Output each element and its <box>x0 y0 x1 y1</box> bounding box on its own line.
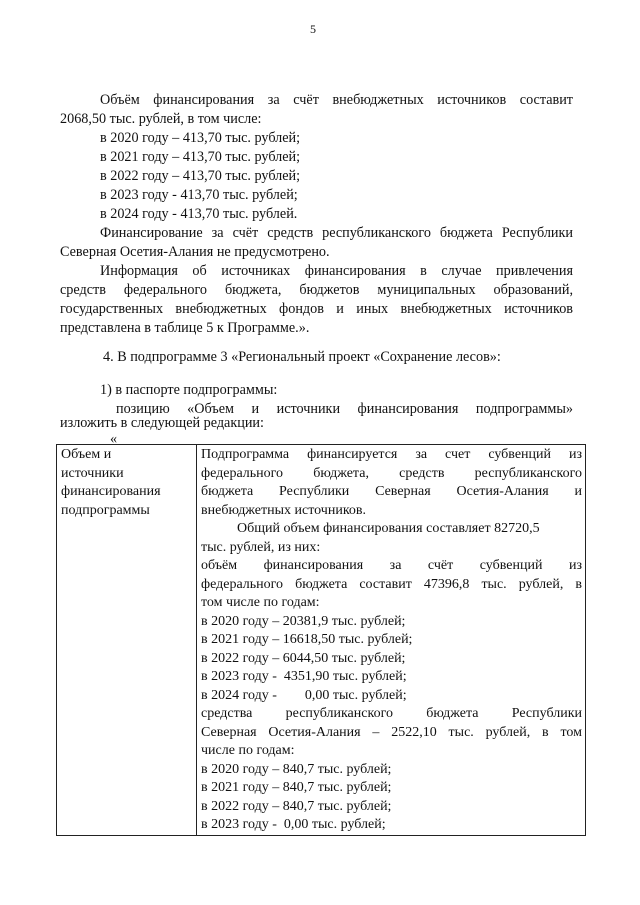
federal-volume-line: том числе по годам: <box>201 595 320 610</box>
subsidy-text-line: бюджета Республики Северная Осетия-Алания и <box>201 484 582 499</box>
federal-year-line: в 2024 году - 0,00 тыс. рублей; <box>201 687 407 703</box>
left-cell-line: подпрограммы <box>61 502 150 518</box>
republic-line-1: Финансирование за счёт средств республиканского бюджета Республики <box>100 225 573 241</box>
table-row <box>57 445 586 836</box>
table-left-cell <box>57 445 197 836</box>
republic-line-2: Северная Осетия-Алания не предусмотрено. <box>60 244 330 260</box>
republic-volume-line: числе по годам: <box>201 743 295 758</box>
left-cell-line: источники <box>61 465 124 481</box>
page-number: 5 <box>310 22 316 36</box>
info-line-4: представлена в таблице 5 к Программе.». <box>60 320 310 336</box>
federal-year-line: в 2020 году – 20381,9 тыс. рублей; <box>201 613 406 629</box>
intro-year-2024: в 2024 году - 413,70 тыс. рублей. <box>100 206 298 222</box>
position-line-1: позицию «Объем и источники финансирования подпрограммы» <box>116 401 573 417</box>
item-1-heading: 1) в паспорте подпрограммы: <box>100 382 278 398</box>
federal-year-line: в 2022 году – 6044,50 тыс. рублей; <box>201 650 406 666</box>
left-cell-line: финансирования <box>61 484 161 499</box>
total-volume-line: тыс. рублей, из них: <box>201 539 321 555</box>
federal-year-line: в 2023 году - 4351,90 тыс. рублей; <box>201 669 407 684</box>
federal-year-line: в 2021 году – 16618,50 тыс. рублей; <box>201 632 413 647</box>
intro-year-2021: в 2021 году – 413,70 тыс. рублей; <box>100 149 301 165</box>
subsidy-text-line: Подпрограмма финансируется за счет субвенций из <box>201 447 582 462</box>
intro-year-2023: в 2023 году - 413,70 тыс. рублей; <box>100 187 298 203</box>
subsidy-text-line: внебюджетных источников. <box>201 502 367 518</box>
position-line-2: изложить в следующей редакции: <box>60 415 264 431</box>
federal-volume-line: федерального бюджета составит 47396,8 тыс. рублей, в <box>201 576 582 592</box>
intro-year-2022: в 2022 году – 413,70 тыс. рублей; <box>100 168 301 184</box>
info-line-2: средств федерального бюджета, бюджетов муниципальных образований, <box>60 282 573 298</box>
item-4-heading: 4. В подпрограмме 3 «Региональный проект «Сохранение лесов»: <box>103 349 501 365</box>
republic-year-line: в 2020 году – 840,7 тыс. рублей; <box>201 761 392 777</box>
info-line-3: государственных внебюджетных фондов и иных внебюджетных источников <box>60 301 573 317</box>
financing-table <box>56 444 586 836</box>
info-line-1: Информация об источниках финансирования в случае привлечения <box>100 263 573 279</box>
republic-year-line: в 2021 году – 840,7 тыс. рублей; <box>201 780 392 795</box>
republic-year-line: в 2022 году – 840,7 тыс. рублей; <box>201 798 392 814</box>
left-cell-line: Объем и <box>61 447 112 462</box>
intro-line-2: 2068,50 тыс. рублей, в том числе: <box>60 111 262 127</box>
republic-volume-line: Северная Осетия-Алания – 2522,10 тыс. рублей, в том <box>201 724 582 740</box>
table-right-cell <box>197 445 586 836</box>
federal-volume-line: объём финансирования за счёт субвенций из <box>201 558 582 573</box>
republic-volume-line: средства республиканского бюджета Республики <box>201 706 582 721</box>
intro-line-1: Объём финансирования за счёт внебюджетных источников составит <box>100 92 573 108</box>
intro-year-2020: в 2020 году – 413,70 тыс. рублей; <box>100 130 301 146</box>
total-volume-line: Общий объем финансирования составляет 82720,5 <box>237 521 540 536</box>
republic-year-line: в 2023 году - 0,00 тыс. рублей; <box>201 817 386 832</box>
quote-open: « <box>110 431 118 447</box>
subsidy-text-line: федерального бюджета, средств республиканского <box>201 465 582 481</box>
